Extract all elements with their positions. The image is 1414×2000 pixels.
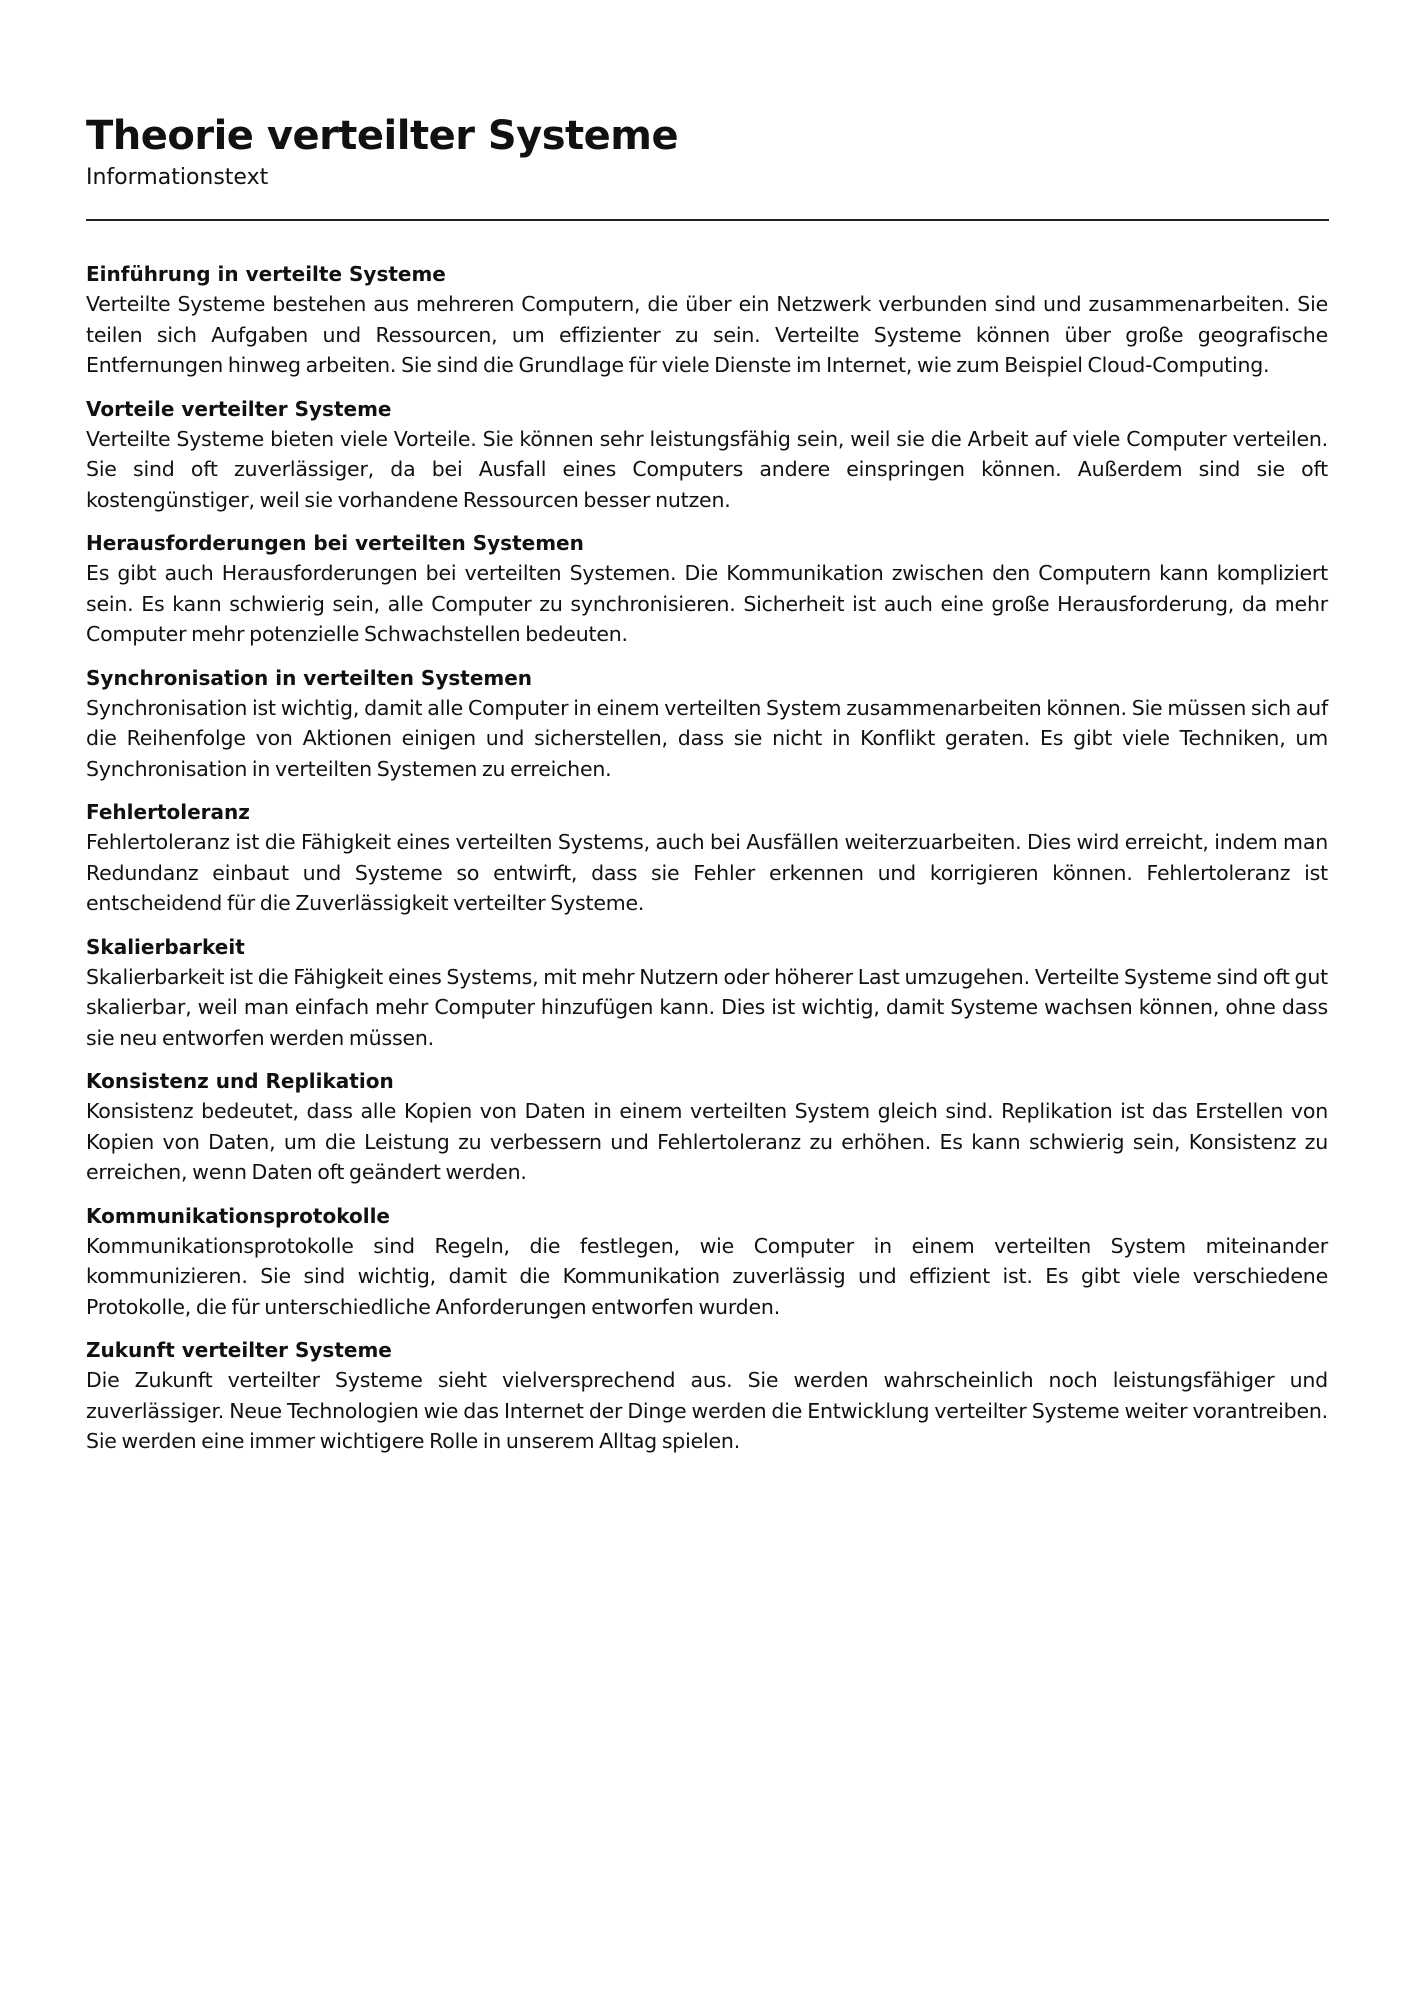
section-heading: Vorteile verteilter Systeme (86, 396, 392, 421)
section-text: Verteilte Systeme bieten viele Vorteile. Sie können sehr leistungsfähig sein, weil sie die Arbeit auf viele Computer verteilen. Sie sind oft zuverlässiger, da bei Ausfall eines Computers andere einspringen können. Außerdem sind sie oft kostengünstiger, weil sie vorhandene Ressourcen besser nutzen. (86, 426, 1328, 512)
section-heading: Fehlertoleranz (86, 800, 250, 824)
section-text: Skalierbarkeit ist die Fähigkeit eines Systems, mit mehr Nutzern oder höherer Last umzugehen. Verteilte Systeme sind oft gut skalierbar, weil man einfach mehr Computer hinzufügen kann. Dies ist wichtig, damit Systeme wachsen können, ohne dass sie neu entworfen werden müssen. (86, 964, 1328, 1050)
title-divider (86, 219, 1329, 221)
section-heading: Synchronisation in verteilten Systemen (86, 665, 533, 690)
section-synchronisation (86, 663, 1328, 785)
section-herausforderungen (86, 528, 1328, 650)
section-vorteile (86, 394, 1328, 516)
section-kommunikationsprotokolle (86, 1201, 1328, 1323)
section-skalierbarkeit (86, 932, 1328, 1054)
section-heading: Einführung in verteilte Systeme (86, 262, 446, 286)
section-einfuehrung (86, 259, 1328, 381)
section-zukunft (86, 1335, 1328, 1457)
section-text: Kommunikationsprotokolle sind Regeln, die festlegen, wie Computer in einem verteilten System miteinander kommunizieren. Sie sind wichtig, damit die Kommunikation zuverlässig und effizient ist. Es gibt viele verschiedene Protokolle, die für unterschiedliche Anforderungen entworfen wurden. (86, 1233, 1328, 1319)
document-title: Theorie verteilter Systeme (86, 113, 679, 159)
section-heading: Zukunft verteilter Systeme (86, 1338, 392, 1362)
section-heading: Herausforderungen bei verteilten Systemen (86, 531, 584, 555)
document-page (86, 0, 1328, 1470)
section-text: Synchronisation ist wichtig, damit alle Computer in einem verteilten System zusammenarbeiten können. Sie müssen sich auf die Reihenfolge von Aktionen einigen und sicherstellen, dass sie nicht in Konflikt geraten. Es gibt viele Techniken, um Synchronisation in verteilten Systemen zu erreichen. (86, 695, 1328, 781)
section-text: Fehlertoleranz ist die Fähigkeit eines verteilten Systems, auch bei Ausfällen weiterzuarbeiten. Dies wird erreicht, indem man Redundanz einbaut und Systeme so entwirft, dass sie Fehler erkennen und korrigieren können. Fehlertoleranz ist entscheidend für die Zuverlässigkeit verteilter Systeme. (86, 830, 1328, 915)
section-text: Konsistenz bedeutet, dass alle Kopien von Daten in einem verteilten System gleich sind. Replikation ist das Erstellen von Kopien von Daten, um die Leistung zu verbessern und Fehlertoleranz zu erhöhen. Es kann schwierig sein, Konsistenz zu erreichen, wenn Daten oft geändert werden. (86, 1099, 1328, 1184)
document-subtitle: Informationstext (86, 165, 269, 190)
section-heading: Skalierbarkeit (86, 934, 245, 959)
section-text: Es gibt auch Herausforderungen bei verteilten Systemen. Die Kommunikation zwischen den Computern kann kompliziert sein. Es kann schwierig sein, alle Computer zu synchronisieren. Sicherheit ist auch eine große Herausforderung, da mehr Computer mehr potenzielle Schwachstellen bedeuten. (86, 561, 1328, 646)
sections-container (86, 259, 1328, 1457)
section-fehlertoleranz (86, 797, 1328, 919)
section-konsistenz (86, 1066, 1328, 1188)
section-text: Verteilte Systeme bestehen aus mehreren Computern, die über ein Netzwerk verbunden sind und zusammenarbeiten. Sie teilen sich Aufgaben und Ressourcen, um effizienter zu sein. Verteilte Systeme können über große geografische Entfernungen hinweg arbeiten. Sie sind die Grundlage für viele Dienste im Internet, wie zum Beispiel Cloud-Computing. (86, 292, 1328, 377)
section-heading: Konsistenz und Replikation (86, 1069, 394, 1093)
section-heading: Kommunikationsprotokolle (86, 1203, 390, 1228)
section-text: Die Zukunft verteilter Systeme sieht vielversprechend aus. Sie werden wahrscheinlich noch leistungsfähiger und zuverlässiger. Neue Technologien wie das Internet der Dinge werden die Entwicklung verteilter Systeme weiter vorantreiben. Sie werden eine immer wichtigere Rolle in unserem Alltag spielen. (86, 1368, 1328, 1453)
